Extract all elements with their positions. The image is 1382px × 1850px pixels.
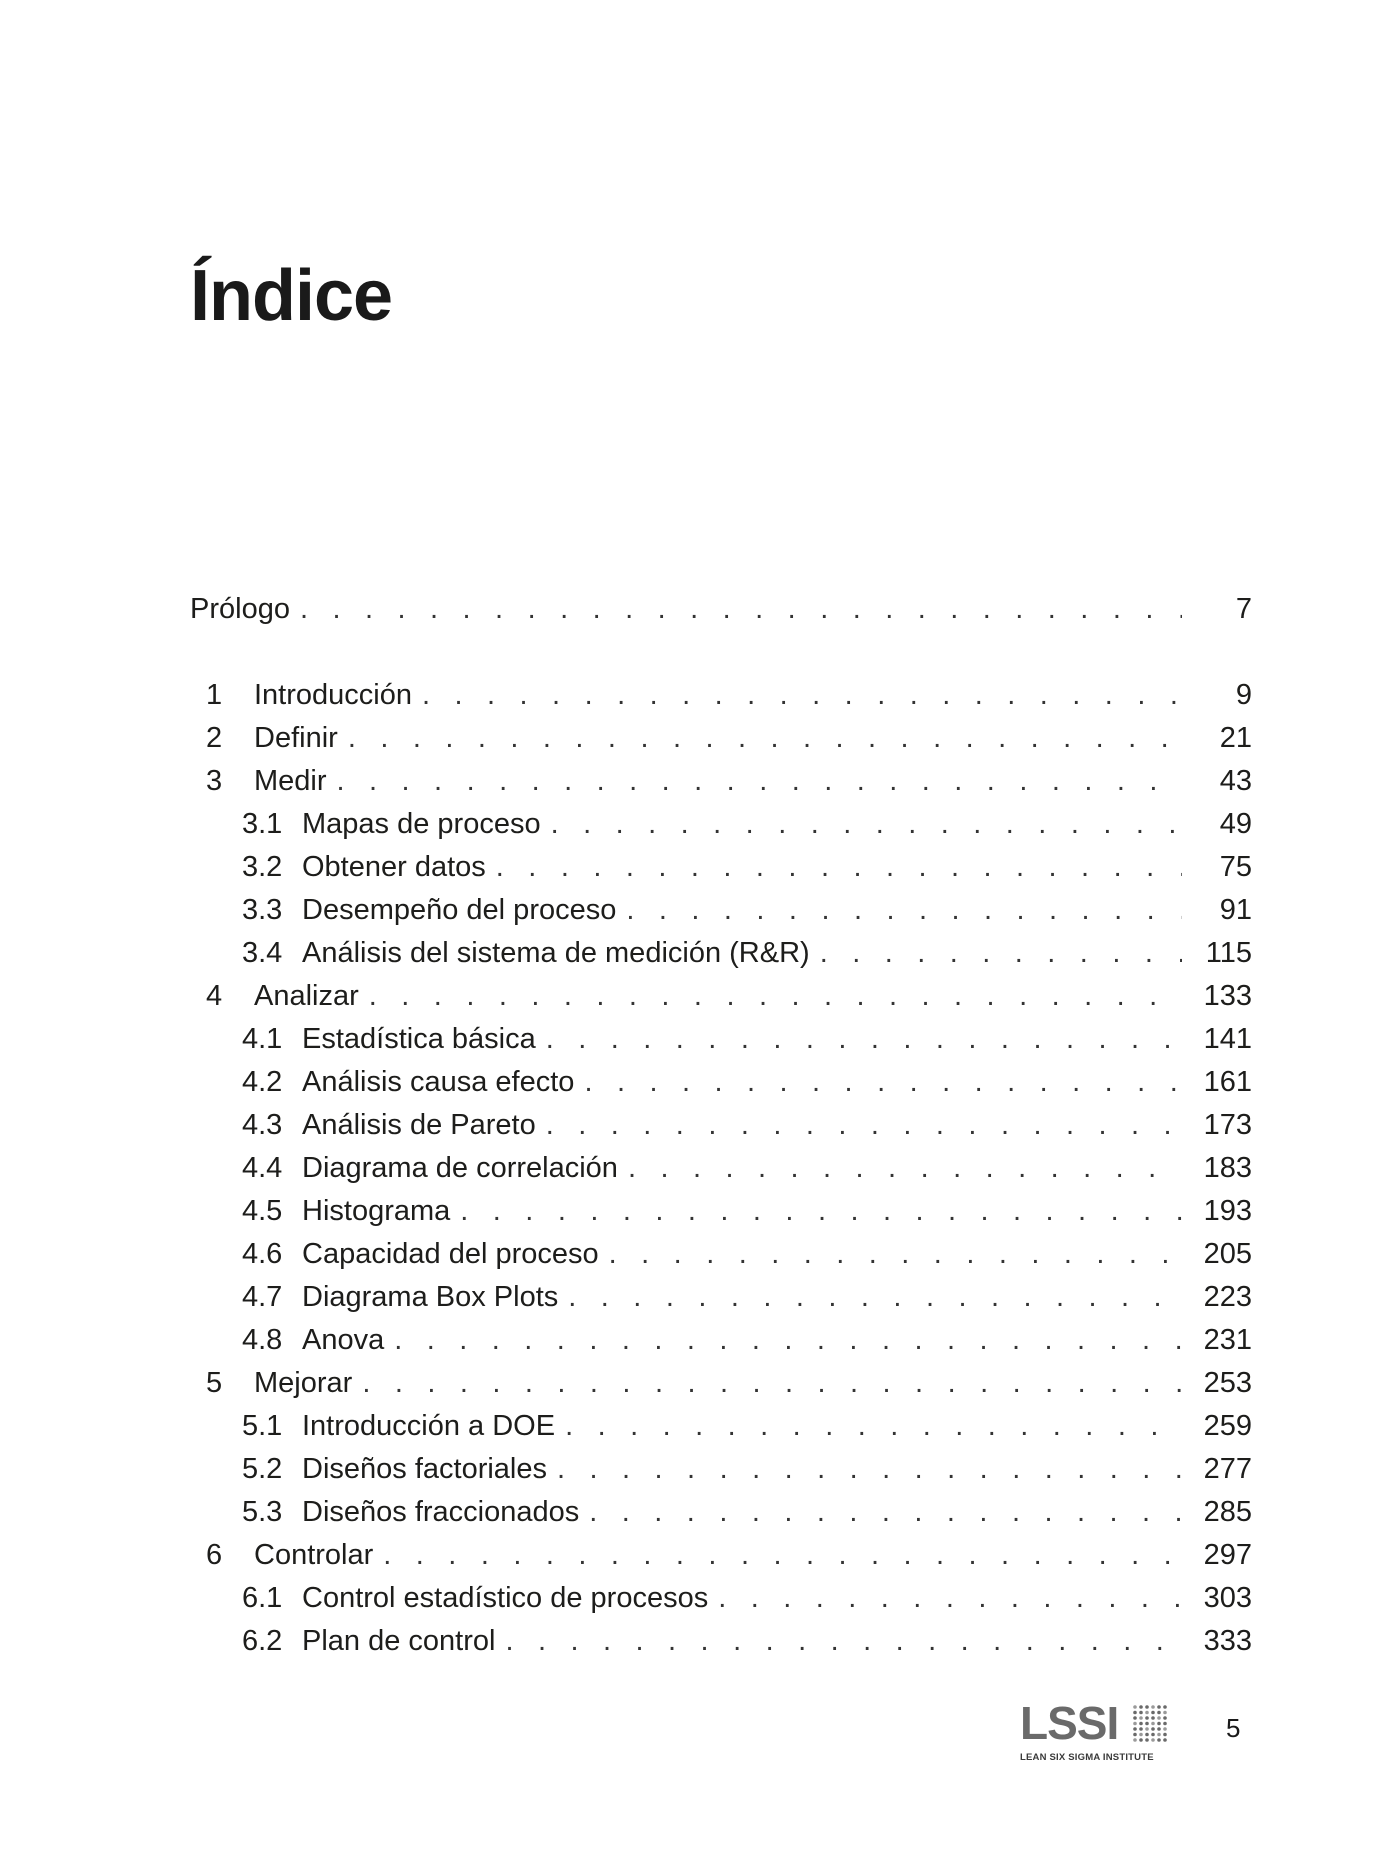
logo-dot: [1133, 1727, 1137, 1731]
logo-dot: [1163, 1711, 1167, 1715]
toc-entry-label: Estadística básica: [302, 1023, 536, 1055]
logo-wordmark: LSSI: [1020, 1697, 1119, 1749]
logo-dot: [1145, 1705, 1149, 1709]
toc-entry-number: 2: [206, 722, 223, 754]
toc-entry-number: 5.1: [242, 1410, 283, 1442]
toc-entry-page: 205: [1203, 1238, 1252, 1270]
toc-entry-page: 277: [1203, 1453, 1252, 1485]
logo-dot: [1133, 1722, 1137, 1726]
logo-dot: [1151, 1738, 1155, 1742]
toc-entry-page: 193: [1203, 1195, 1252, 1227]
toc-dot-leader: [557, 1448, 1182, 1490]
logo-dot: [1139, 1705, 1143, 1709]
page-number: 5: [1226, 1713, 1241, 1743]
toc-entry[interactable]: [190, 975, 1252, 1017]
toc-entry-number: 4.4: [242, 1152, 283, 1184]
toc-dot-leader: [628, 1147, 1182, 1189]
toc-entry-label: Definir: [254, 722, 338, 754]
toc-entry-label: Medir: [254, 765, 327, 797]
toc-dot-leader: [820, 932, 1182, 974]
toc-entry-label: Introducción a DOE: [302, 1410, 556, 1442]
toc-entry-number: 4: [206, 980, 223, 1012]
logo-dot: [1139, 1733, 1143, 1737]
toc-dot-leader: [496, 846, 1182, 888]
toc-entry-number: 6.1: [242, 1582, 283, 1614]
toc-entry[interactable]: [190, 1190, 1252, 1232]
toc-entry-number: 6: [206, 1539, 223, 1571]
toc-entry-number: 3.4: [242, 937, 283, 969]
toc-entry-number: 1: [206, 679, 223, 711]
toc-dot-leader: [609, 1233, 1182, 1275]
toc-entry-label: Prólogo: [190, 593, 290, 625]
toc-dot-leader: [626, 889, 1182, 931]
toc-dot-leader: [383, 1534, 1182, 1576]
toc-entry-label: Análisis de Pareto: [302, 1109, 536, 1141]
logo-dot: [1163, 1716, 1167, 1720]
logo-dot: [1151, 1733, 1155, 1737]
toc-entry-label: Controlar: [254, 1539, 374, 1571]
logo-dot: [1139, 1738, 1143, 1742]
toc-dot-leader: [337, 760, 1182, 802]
logo-dot: [1145, 1733, 1149, 1737]
toc-entry-label: Analizar: [254, 980, 359, 1012]
toc-dot-leader: [348, 717, 1182, 759]
logo-dot: [1151, 1727, 1155, 1731]
logo-dot: [1163, 1722, 1167, 1726]
toc-dot-leader: [589, 1491, 1182, 1533]
toc-entry-label: Diagrama Box Plots: [302, 1281, 559, 1313]
toc-entry[interactable]: [190, 588, 1252, 630]
toc-entry[interactable]: [190, 1147, 1252, 1189]
logo-dot: [1151, 1716, 1155, 1720]
toc-entry-label: Análisis del sistema de medición (R&R): [302, 937, 810, 969]
toc-entry-label: Control estadístico de procesos: [302, 1582, 709, 1614]
toc-entry[interactable]: [190, 1233, 1252, 1275]
logo-dot: [1157, 1705, 1161, 1709]
toc-entry-label: Anova: [302, 1324, 385, 1356]
toc-entry-label: Plan de control: [302, 1625, 496, 1657]
toc-entry-label: Obtener datos: [302, 851, 486, 883]
toc-dot-leader: [422, 674, 1182, 716]
toc-entry-page: 75: [1219, 851, 1252, 883]
toc-entry-page: 133: [1203, 980, 1252, 1012]
logo-dot: [1133, 1716, 1137, 1720]
toc-entry-number: 3.1: [242, 808, 283, 840]
toc-dot-leader: [369, 975, 1182, 1017]
logo-dot: [1139, 1727, 1143, 1731]
toc-entry-page: 333: [1203, 1625, 1252, 1657]
toc-entry-page: 259: [1203, 1410, 1252, 1442]
toc-entry[interactable]: [190, 1319, 1252, 1361]
logo-dot: [1157, 1733, 1161, 1737]
toc-entry[interactable]: [190, 1061, 1252, 1103]
toc-entry[interactable]: [190, 1534, 1252, 1576]
toc-entry[interactable]: [190, 1577, 1252, 1619]
logo-dot: [1151, 1705, 1155, 1709]
logo-dot: [1157, 1722, 1161, 1726]
toc-entry[interactable]: [190, 1276, 1252, 1318]
toc-entry[interactable]: [190, 803, 1252, 845]
toc-entry-number: 4.2: [242, 1066, 283, 1098]
toc-dot-leader: [568, 1276, 1182, 1318]
toc-dot-leader: [505, 1620, 1182, 1662]
toc-entry-label: Histograma: [302, 1195, 451, 1227]
logo-dot: [1157, 1711, 1161, 1715]
toc-entry-label: Introducción: [254, 679, 412, 711]
logo-dot: [1163, 1727, 1167, 1731]
toc-dot-leader: [546, 1104, 1182, 1146]
toc-entry-page: 297: [1203, 1539, 1252, 1571]
logo-dot-grid-icon: [1132, 1704, 1168, 1742]
toc-entry[interactable]: [190, 717, 1252, 759]
toc-entry-page: 7: [1235, 593, 1252, 625]
logo-dot: [1133, 1733, 1137, 1737]
toc-entry-number: 3.3: [242, 894, 283, 926]
toc-dot-leader: [362, 1362, 1182, 1404]
toc-dot-leader: [718, 1577, 1182, 1619]
logo-dot: [1145, 1727, 1149, 1731]
toc-entry[interactable]: [190, 760, 1252, 802]
toc-entry-label: Diseños factoriales: [302, 1453, 547, 1485]
logo-dot: [1139, 1722, 1143, 1726]
toc-dot-leader: [565, 1405, 1182, 1447]
toc-entry-label: Capacidad del proceso: [302, 1238, 599, 1270]
toc-entry[interactable]: [190, 1104, 1252, 1146]
toc-entry-number: 4.3: [242, 1109, 283, 1141]
toc-entry-number: 3.2: [242, 851, 283, 883]
toc-entry-number: 4.8: [242, 1324, 283, 1356]
logo-subtitle: LEAN SIX SIGMA INSTITUTE: [1020, 1752, 1154, 1763]
toc-entry-page: 21: [1219, 722, 1252, 754]
toc-entry-page: 173: [1203, 1109, 1252, 1141]
toc-entry-label: Diagrama de correlación: [302, 1152, 618, 1184]
lssi-logo: [1020, 1697, 1170, 1770]
logo-dot: [1157, 1738, 1161, 1742]
logo-dot: [1145, 1711, 1149, 1715]
logo-dot: [1133, 1738, 1137, 1742]
logo-dot: [1145, 1716, 1149, 1720]
toc-entry-page: 91: [1219, 894, 1252, 926]
toc-entry[interactable]: [190, 1362, 1252, 1404]
logo-dot: [1157, 1716, 1161, 1720]
toc-dot-leader: [551, 803, 1182, 845]
logo-dot: [1145, 1722, 1149, 1726]
toc-entry-page: 183: [1203, 1152, 1252, 1184]
toc-entry-page: 253: [1203, 1367, 1252, 1399]
toc-entry[interactable]: [190, 1620, 1252, 1662]
toc-entry-page: 231: [1203, 1324, 1252, 1356]
logo-dot: [1157, 1727, 1161, 1731]
logo-dot: [1151, 1722, 1155, 1726]
logo-dot: [1145, 1738, 1149, 1742]
toc-entry[interactable]: [190, 846, 1252, 888]
toc-entry-page: 115: [1205, 937, 1252, 969]
toc-entry-number: 5.3: [242, 1496, 283, 1528]
toc-entry-label: Diseños fraccionados: [302, 1496, 580, 1528]
toc-entry-page: 141: [1203, 1023, 1252, 1055]
toc-entry-number: 4.6: [242, 1238, 283, 1270]
toc-entry[interactable]: [190, 1448, 1252, 1490]
toc-entry-page: 49: [1219, 808, 1252, 840]
logo-dot: [1151, 1711, 1155, 1715]
toc-entry-label: Mejorar: [254, 1367, 353, 1399]
toc-entry[interactable]: [190, 1491, 1252, 1533]
toc-entry-number: 5.2: [242, 1453, 283, 1485]
logo-dot: [1163, 1705, 1167, 1709]
toc-dot-leader: [546, 1018, 1182, 1060]
toc-entry-page: 223: [1203, 1281, 1252, 1313]
toc-entry-page: 285: [1203, 1496, 1252, 1528]
logo-dot: [1139, 1711, 1143, 1715]
toc-entry-label: Análisis causa efecto: [302, 1066, 575, 1098]
toc-entry-page: 43: [1219, 765, 1252, 797]
page-title: Índice: [190, 256, 393, 336]
toc-entry-number: 3: [206, 765, 223, 797]
logo-dot: [1133, 1705, 1137, 1709]
logo-dot: [1133, 1711, 1137, 1715]
toc-entry-number: 4.7: [242, 1281, 283, 1313]
logo-dot: [1139, 1716, 1143, 1720]
logo-dot: [1163, 1738, 1167, 1742]
toc-entry-label: Desempeño del proceso: [302, 894, 617, 926]
toc-entry[interactable]: [190, 1018, 1252, 1060]
toc-entry-page: 161: [1203, 1066, 1252, 1098]
toc-dot-leader: [300, 588, 1182, 630]
toc-entry-page: 303: [1203, 1582, 1252, 1614]
toc-entry-number: 6.2: [242, 1625, 283, 1657]
logo-dot: [1163, 1733, 1167, 1737]
toc-entry[interactable]: [190, 889, 1252, 931]
toc-dot-leader: [460, 1190, 1182, 1232]
toc-entry-page: 9: [1235, 679, 1252, 711]
toc-entry-number: 4.5: [242, 1195, 283, 1227]
toc-dot-leader: [394, 1319, 1182, 1361]
toc-entry[interactable]: [190, 1405, 1252, 1447]
toc-entry-label: Mapas de proceso: [302, 808, 541, 840]
toc-entry-number: 4.1: [242, 1023, 283, 1055]
toc-dot-leader: [584, 1061, 1182, 1103]
toc-entry[interactable]: [190, 674, 1252, 716]
toc-entry-number: 5: [206, 1367, 223, 1399]
toc-entry[interactable]: [190, 932, 1252, 974]
